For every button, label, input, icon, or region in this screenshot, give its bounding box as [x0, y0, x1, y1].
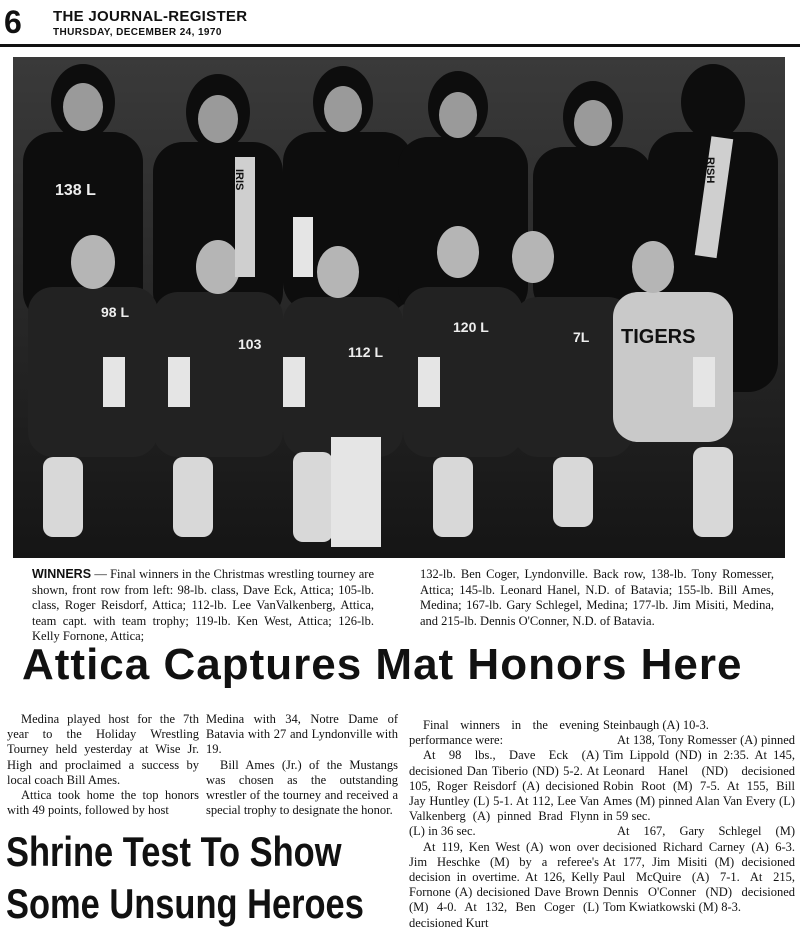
shirt-label: 112 L	[348, 344, 384, 360]
shirt-label: 7L	[573, 329, 590, 345]
masthead-rule	[0, 44, 800, 47]
team-photo	[13, 57, 785, 558]
shirt-label: 138 L	[55, 182, 96, 199]
paragraph: At 138, Tony Romesser (A) pinned Tim Lippold (ND) in 2:35. At 145, Leonard Hanel (ND) decisioned Robin Root (M) 7-5. At 155, Bill Ames (M) pinned Alan Van Every (L) in 59 sec.	[603, 733, 795, 824]
paragraph: At 98 lbs., Dave Eck (A) decisioned Dan Tiberio (ND) 5-2. At 105, Roger Reisdorf (A) decisioned Jay Huntley (L) 5-1. At 112, Lee Van Valkenberg (A) pinned Brad Flynn (L) in 36 sec.	[409, 748, 599, 839]
caption-lead: WINNERS	[32, 567, 92, 581]
photo-caption-left	[32, 567, 374, 645]
photo-caption-right: 132-lb. Ben Coger, Lyndonville. Back row, 138-lb. Tony Romesser, Attica; 145-lb. Leonard Hanel, N.D. of Batavia; 155-lb. Bill Ames, Medina; 167-lb. Gary Schlegel, Medina; 177-lb. Jim Misiti, Medina, and 215-lb. Dennis O'Conner, N.D. of Batavia.	[420, 567, 774, 628]
article-column-3	[409, 718, 599, 931]
paragraph: Final winners in the evening performance were:	[409, 718, 599, 748]
shirt-label: RISH	[704, 157, 716, 184]
shirt-label: 103	[238, 336, 262, 352]
page-number: 6	[4, 4, 22, 40]
shirt-label: 98 L	[101, 304, 130, 320]
paragraph: Attica took home the top honors with 49 points, followed by host	[7, 788, 199, 818]
second-headline	[6, 826, 364, 930]
issue-date: THURSDAY, DECEMBER 24, 1970	[53, 27, 222, 38]
newspaper-name: THE JOURNAL-REGISTER	[53, 8, 248, 25]
paragraph: Bill Ames (Jr.) of the Mustangs was chosen as the outstanding wrestler of the tourney and received a special trophy to designate the honor.	[206, 757, 398, 818]
shirt-label: IRIS	[233, 169, 245, 191]
second-headline-line: Some Unsung Heroes	[6, 880, 364, 927]
shirt-label: 120 L	[453, 319, 489, 335]
paragraph: Steinbaugh (A) 10-3.	[603, 718, 709, 732]
headline: Attica Captures Mat Honors Here	[22, 640, 743, 689]
paragraph: At 167, Gary Schlegel (M) decisioned Richard Carney (A) 6-3. At 177, Jim Misiti (M) decisioned Paul McQuire (A) 7-1. At 215, Dennis O'Conner (ND) decisioned Tom Kwiatkowski (M) 8-3.	[603, 824, 795, 915]
shirt-label: TIGERS	[621, 326, 696, 348]
caption-text: — Final winners in the Christmas wrestling tourney are shown, front row from left: 98-lb. class, Dave Eck, Attica; 105-lb. class, Roger Reisdorf, Attica; 112-lb. Lee VanValkenberg, Attica, team capt. with team trophy; 119-lb. Ken West, Attica; 126-lb. Kelly Fornone, Attica;	[32, 567, 374, 643]
second-headline-line: Shrine Test To Show	[6, 828, 342, 875]
group-photo-wrestlers-icon	[13, 57, 785, 558]
paragraph: Medina with 34, Notre Dame of Batavia with 27 and Lyndonville with 19.	[206, 712, 398, 757]
article-column-1	[7, 712, 199, 818]
article-column-2	[206, 712, 398, 818]
paragraph: Medina played host for the 7th year to the Holiday Wrestling Tourney held yesterday at Wise Jr. High and proclaimed a success by local coach Bill Ames.	[7, 712, 199, 787]
paragraph: At 119, Ken West (A) won over Jim Heschke (M) by a referee's decision in overtime. At 126, Kelly Fornone (A) decisioned Dave Brown (M) 4-0. At 132, Ben Coger (L) decisioned Kurt	[409, 839, 599, 930]
masthead	[0, 0, 800, 50]
article-column-4	[603, 718, 795, 916]
